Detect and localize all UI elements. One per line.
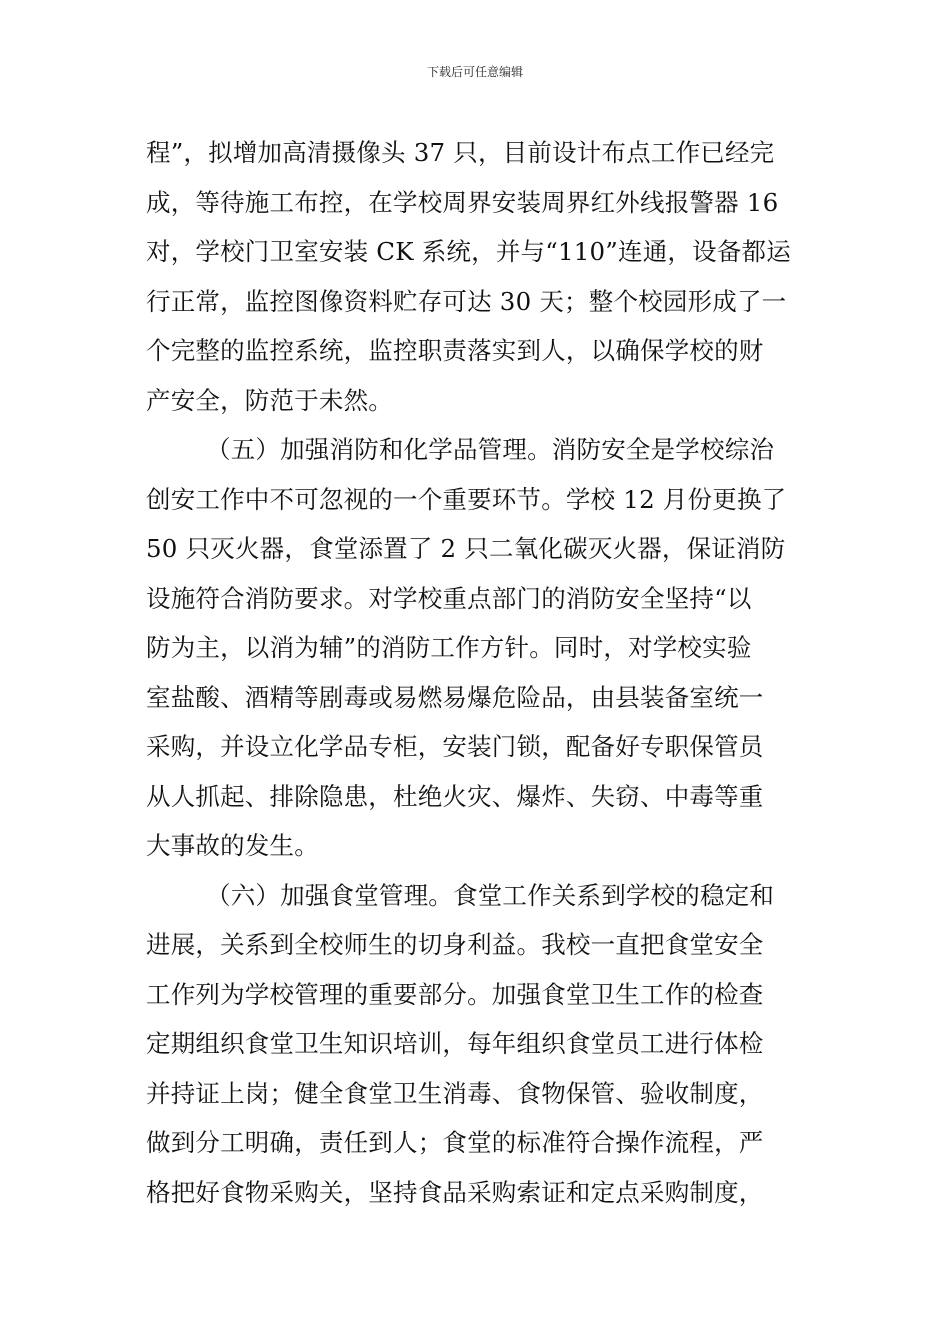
text-line: 产安全，防范于未然。 [146,385,393,415]
text-line: 进展，关系到全校师生的切身利益。我校一直把食堂安全 [146,930,764,959]
paragraph-heading-6: （六）加强食堂管理。食堂工作关系到学校的稳定和 [206,880,775,910]
text-line: 格把好食物采购关，坚持食品采购索证和定点采购制度， [146,1177,764,1207]
text-line: 对，学校门卫室安装 CK 系统，并与“110”连通，设备都运 [146,237,791,266]
text-line: 个完整的监控系统，监控职责落实到人，以确保学校的财 [146,336,764,365]
text-line: 并持证上岗；健全食堂卫生消毒、食物保管、验收制度， [146,1078,764,1108]
text-line: 防为主，以消为辅”的消防工作方针。同时，对学校实验 [146,633,752,662]
text-line: 创安工作中不可忽视的一个重要环节。学校 12 月份更换了 [146,484,787,514]
text-line: 程”，拟增加高清摄像头 37 只，目前设计布点工作已经完 [146,138,775,167]
text-line: 做到分工明确，责任到人；食堂的标准符合操作流程，严 [146,1128,764,1157]
page-header: 下载后可任意编辑 [426,65,523,79]
text-line: 50 只灭火器，食堂添置了 2 只二氧化碳灭火器，保证消防 [146,534,786,563]
text-line: 采购，并设立化学品专柜，安装门锁，配备好专职保管员 [146,732,764,761]
text-line: 定期组织食堂卫生知识培训，每年组织食堂员工进行体检 [146,1029,764,1058]
text-line: 室盐酸、酒精等剧毒或易燃易爆危险品，由县装备室统一 [146,682,764,712]
text-line: 行正常，监控图像资料贮存可达 30 天；整个校园形成了一 [146,286,787,316]
text-line: 从人抓起、排除隐患，杜绝火灾、爆炸、失窃、中毒等重 [146,781,764,811]
text-line: 成，等待施工布控，在学校周界安装周界红外线报警器 16 [146,187,779,217]
text-line: 工作列为学校管理的重要部分。加强食堂卫生工作的检查 [146,979,764,1009]
text-line: 大事故的发生。 [146,831,319,860]
text-line: 设施符合消防要求。对学校重点部门的消防安全坚持“以 [146,583,752,613]
document-body [146,128,816,1217]
paragraph-heading-5: （五）加强消防和化学品管理。消防安全是学校综治 [206,435,775,464]
